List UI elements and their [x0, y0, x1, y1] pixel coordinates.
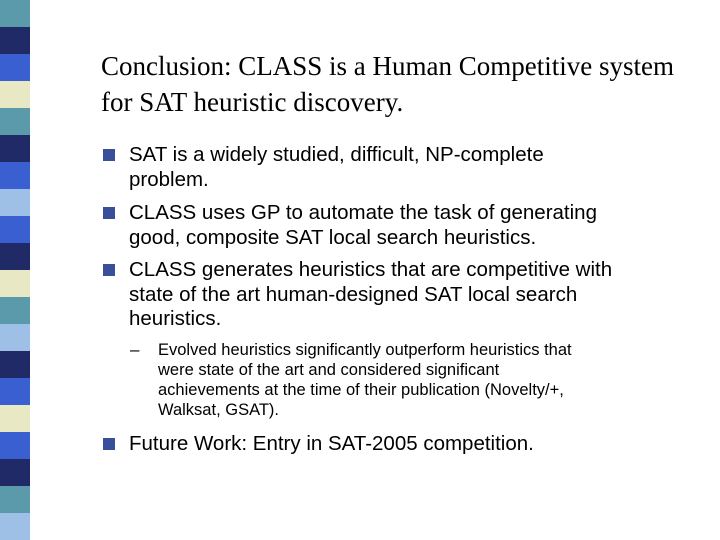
bullet-square-icon — [103, 149, 115, 161]
bullet-line: CLASS uses GP to automate the task of generating — [129, 201, 597, 224]
bullet-line: Future Work: Entry in SAT-2005 competition. — [129, 432, 534, 455]
bullet-square-icon — [103, 438, 115, 450]
sub-bullet-line: Walksat, GSAT). — [158, 401, 280, 419]
bullet-item — [129, 432, 704, 457]
sub-bullet-line: were state of the art and considered significant — [158, 361, 500, 379]
sub-bullet-line: Evolved heuristics significantly outperform heuristics that — [158, 341, 572, 359]
sub-bullet-dash: – — [130, 340, 140, 359]
bullet-line: CLASS generates heuristics that are competitive with — [129, 258, 613, 281]
bullet-line: heuristics. — [129, 307, 222, 330]
bullet-line: state of the art human-designed SAT local search — [129, 282, 578, 306]
bullet-line: good, composite SAT local search heuristics. — [129, 225, 537, 249]
sub-bullet-line: achievements at the time of their publication (Novelty/+, — [158, 381, 564, 399]
bullet-square-icon — [103, 207, 115, 219]
bullet-item — [129, 258, 704, 332]
title-line: for SAT heuristic discovery. — [101, 87, 404, 117]
decorative-side-stripe — [0, 0, 30, 540]
bullet-item — [129, 201, 704, 250]
title-line: Conclusion: CLASS is a Human Competitive system — [101, 51, 674, 81]
bullet-item — [129, 143, 704, 192]
bullet-line: problem. — [129, 167, 209, 191]
bullet-line: SAT is a widely studied, difficult, NP-complete — [129, 143, 544, 166]
sub-bullet-item — [158, 340, 678, 420]
bullet-square-icon — [103, 264, 115, 276]
slide-title — [101, 48, 701, 120]
